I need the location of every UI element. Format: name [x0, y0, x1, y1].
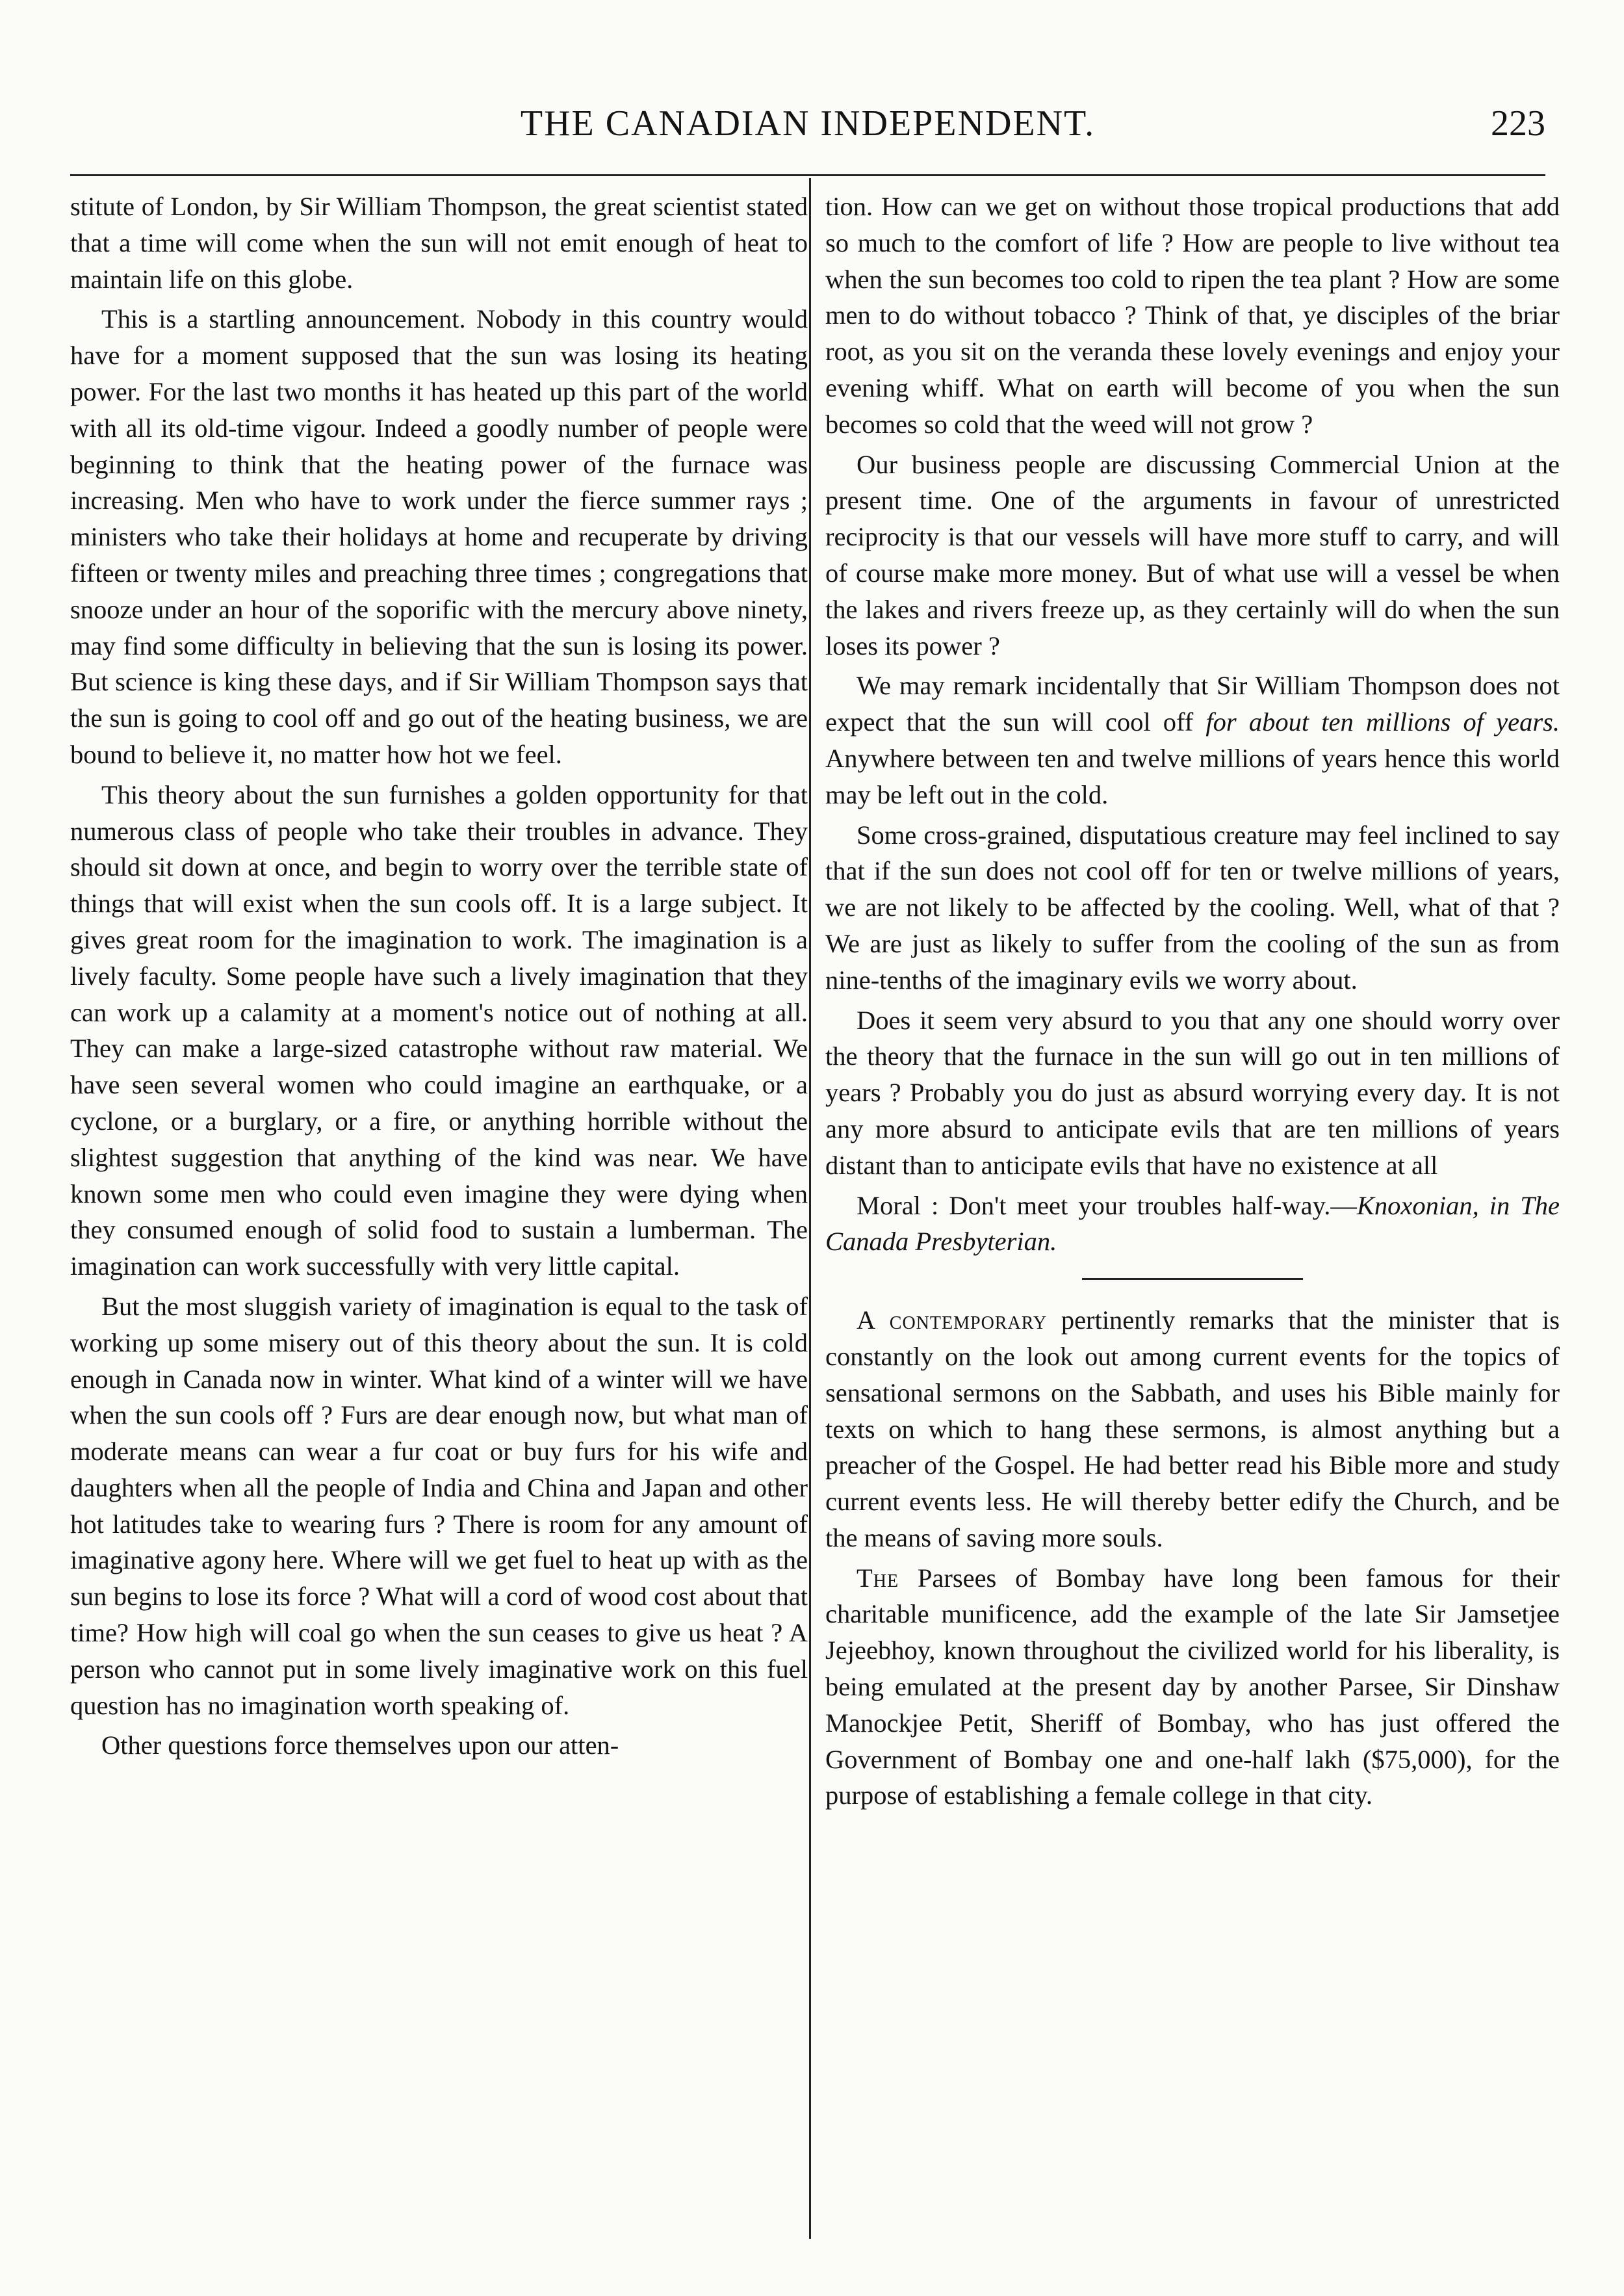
paragraph: Other questions force themselves upon our atten-	[101, 1730, 619, 1760]
paragraph: Our business people are discussing Commercial Union at the present time. One of the arguments in favour of unrestricted reciprocity is that our vessels will have more stuff to carry, and will of course make more money. But of what use will a vessel be when the lakes and rivers freeze up, as they certainly will do when the sun loses its power ?	[825, 449, 1560, 660]
lead-in: The	[857, 1563, 899, 1593]
paragraph	[825, 1302, 1560, 1556]
paragraph: This theory about the sun furnishes a golden opportunity for that numerous class of people who take their troubles in advance. They should sit down at once, and begin to worry over the terrible state of things that will exist when the sun cools off. It is a large subject. It gives great room for the imagination to work. The imagination is a lively faculty. Some people have such a lively imagination that they can work up a calamity at a moment's notice out of nothing at all. They can make a large-sized catastrophe without raw material. We have seen several women who could imagine an earthquake, or a cyclone, or a burglary, or a fire, or anything horrible without the slightest suggestion that anything of the kind was near. We have known some men who could even imagine they were dying when they consumed enough of solid food to sustain a lumberman. The imagination can work successfully with very little capital.	[70, 779, 808, 1281]
text-run: Parsees of Bombay have long been famous for their charitable munificence, add the example of the late Sir Jamsetjee Jejeebhoy, known throughout the civilized world for his liberality, is being emulated at the present day by another Parsee, Sir Dinshaw Manockjee Petit, Sheriff of Bombay, who has just offered the Government of Bombay one and one-half lakh ($75,000), for the purpose of establishing a female college in that city.	[825, 1563, 1560, 1810]
publication-title: THE CANADIAN INDEPENDENT.	[520, 103, 1096, 144]
page-number: 223	[1491, 103, 1545, 144]
text-run: Moral : Don't meet your troubles half-way.—	[857, 1190, 1357, 1220]
section-rule	[1082, 1278, 1303, 1280]
text-run: Anywhere between ten and twelve millions of years hence this world may be left out in the cold.	[825, 743, 1560, 809]
paragraph: This is a startling announcement. Nobody in this country would have for a moment supposed that the sun was losing its heating power. For the last two months it has heated up this part of the world with all its old-time vigour. Indeed a goodly number of people were beginning to think that the heating power of the furnace was increasing. Men who have to work under the fierce summer rays ; ministers who take their holidays at home and recuperate by driving fifteen or twenty miles and preaching three times ; congregations that snooze under an hour of the soporific with the mercury above ninety, may find some difficulty in believing that the sun is losing its power. But science is king these days, and if Sir William Thompson says that the sun is going to cool off and go out of the heating business, we are bound to believe it, no matter how hot we feel.	[70, 304, 808, 769]
paragraph	[825, 668, 1560, 813]
paragraph: Does it seem very absurd to you that any one should worry over the theory that the furnace in the sun will go out in ten millions of years ? Probably you do just as absurd worrying every day. It is not any more absurd to anticipate evils that are ten millions of years distant than to anticipate evils that have no existence at all	[825, 1005, 1560, 1180]
paragraph	[825, 1188, 1560, 1260]
right-column	[825, 189, 1560, 1818]
running-head	[70, 98, 1545, 150]
column-divider	[809, 178, 811, 2239]
attribution: Knoxonian, in The Canada Presbyterian.	[825, 1190, 1560, 1257]
lead-in: A contemporary	[857, 1305, 1048, 1335]
text-run: We may remark incidentally that Sir William Thompson does not expect that the sun will cool off	[825, 671, 1560, 737]
left-column	[70, 189, 808, 1768]
paragraph: Some cross-grained, disputatious creature may feel inclined to say that if the sun does not cool off for ten or twelve millions of years, we are not likely to be affected by the cooling. Well, what of that ? We are just as likely to suffer from the cooling of the sun as from nine-tenths of the imaginary evils we worry about.	[825, 820, 1560, 995]
paragraph: But the most sluggish variety of imagination is equal to the task of working up some misery out of this theory about the sun. It is cold enough in Canada now in winter. What kind of a winter will we have when the sun cools off ? Furs are dear enough now, but what man of moderate means can wear a fur coat or buy furs for his wife and daughters when all the people of India and China and Japan and other hot latitudes take to wearing furs ? There is room for any amount of imaginative agony here. Where will we get fuel to heat up with as the sun begins to lose its force ? What will a cord of wood cost about that time? How high will coal go when the sun ceases to give us heat ? A person who cannot put in some lively imaginative work on this fuel question has no imagination worth speaking of.	[70, 1291, 808, 1720]
paragraph: tion. How can we get on without those tropical productions that add so much to the comfort of life ? How are people to live without tea when the sun becomes too cold to ripen the tea plant ? How are some men to do without tobacco ? Think of that, ye disciples of the briar root, as you sit on the veranda these lovely evenings and enjoy your evening whiff. What on earth will become of you when the sun becomes so cold that the weed will not grow ?	[825, 192, 1560, 439]
paragraph: stitute of London, by Sir William Thompson, the great scientist stated that a time will come when the sun will not emit enough of heat to maintain life on this globe.	[70, 192, 808, 294]
paragraph	[825, 1560, 1560, 1814]
text-run: pertinently remarks that the minister that is constantly on the look out among current events for the topics of sensational sermons on the Sabbath, and uses his Bible mainly for texts on which to hang these sermons, is almost anything but a preacher of the Gospel. He had better read his Bible more and study current events less. He will thereby better edify the Church, and be the means of saving more souls.	[825, 1305, 1560, 1552]
header-rule	[70, 174, 1545, 176]
emphasis: for about ten millions of years.	[1205, 707, 1560, 737]
